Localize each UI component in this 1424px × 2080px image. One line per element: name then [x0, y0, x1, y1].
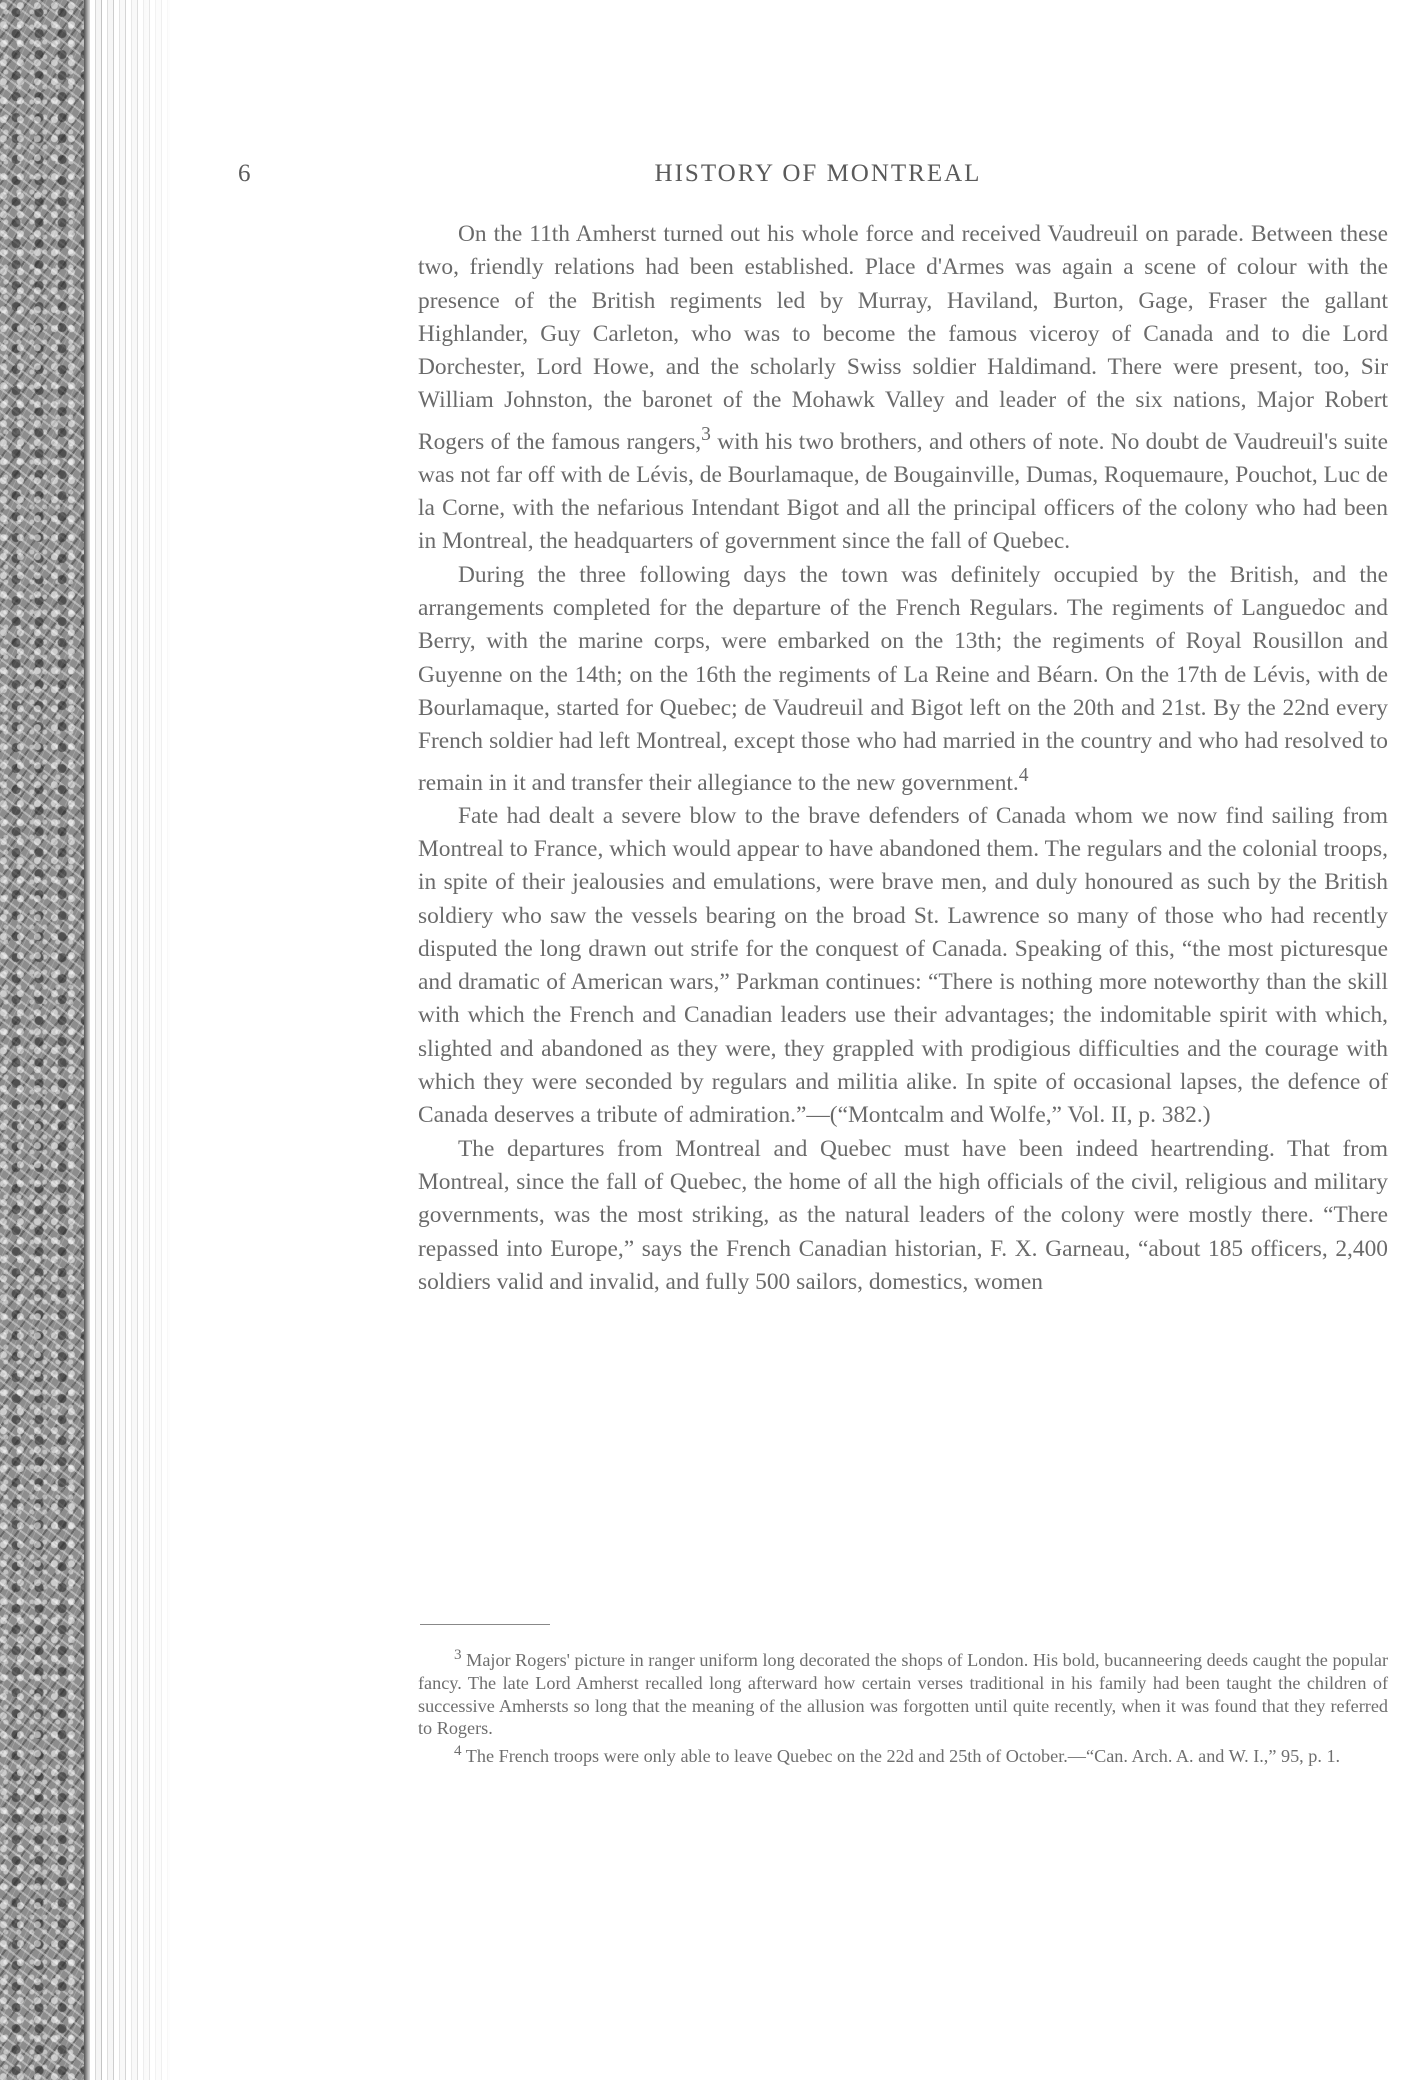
- body-text: [418, 218, 1388, 1299]
- body-paragraph: The departures from Montreal and Quebec must have been indeed heartrending. That from Montreal, since the fall of Quebec, the home of all the high officials of the civil, religious and military governments, was the most striking, as the natural leaders of the colony were mostly there. “There repassed into Europe,” says the French Canadian historian, F. X. Garneau, “about 185 officers, 2,400 soldiers valid and invalid, and fully 500 sailors, domestics, women: [418, 1135, 1388, 1295]
- body-paragraph: During the three following days the town was definitely occupied by the British, and the arrangements completed for the departure of the French Regulars. The regiments of Languedoc and Berry, with the marine corps, were embarked on the 13th; the regiments of Royal Rousillon and Guyenne on the 14th; on the 16th the regiments of La Reine and Béarn. On the 17th de Lévis, with de Bourlamaque, started for Quebec; de Vaudreuil and Bigot left on the 20th and 21st. By the 22nd every French soldier had left Montreal, except those who had married in the country and who had resolved to remain in it and transfer their allegiance to the new government.$^4$: [418, 561, 1388, 796]
- page-edges: [90, 0, 170, 2080]
- body-paragraph: On the 11th Amherst turned out his whole force and received Vaudreuil on parade. Between these two, friendly relations had been established. Place d'Armes was again a scene of colour with the presence of the British regiments led by Murray, Haviland, Burton, Gage, Fraser the gallant Highlander, Guy Carleton, who was to become the famous viceroy of Canada and to die Lord Dorchester, Lord Howe, and the scholarly Swiss soldier Haldimand. There were present, too, Sir William Johnston, the baronet of the Mohawk Valley and leader of the six nations, Major Robert Rogers of the famous rangers,$^3$ with his two brothers, and others of note. No doubt de Vaudreuil's suite was not far off with de Lévis, de Bourlamaque, de Bougainville, Dumas, Roquemaure, Pouchot, Luc de la Corne, with the nefarious Intendant Bigot and all the principal officers of the colony who had been in Montreal, the headquarters of government since the fall of Quebec.: [418, 221, 1388, 555]
- running-head: [238, 160, 1338, 200]
- page-title: HISTORY OF MONTREAL: [654, 160, 982, 187]
- footnotes: [418, 1644, 1388, 1768]
- footnote-divider: [420, 1624, 550, 1625]
- footnote: $^3$ Major Rogers' picture in ranger uniform long decorated the shops of London. His bold, bucanneering deeds caught the popular fancy. The late Lord Amherst recalled long afterward how certain verses traditional in his family had been taught the children of successive Amhersts so long that the meaning of the allusion was forgotten until quite recently, when it was found that they referred to Rogers.: [418, 1646, 1388, 1739]
- footnote: $^4$ The French troops were only able to leave Quebec on the 22d and 25th of October.—“Can. Arch. A. and W. I.,” 95, p. 1.: [454, 1742, 1341, 1767]
- body-paragraph: Fate had dealt a severe blow to the brave defenders of Canada whom we now find sailing from Montreal to France, which would appear to have abandoned them. The regulars and the colonial troops, in spite of their jealousies and emulations, were brave men, and duly honoured as such by the British soldiery who saw the vessels bearing on the broad St. Lawrence so many of those who had recently disputed the long drawn out strife for the conquest of Canada. Speaking of this, “the most picturesque and dramatic of American wars,” Parkman continues: “There is nothing more noteworthy than the skill with which the French and Canadian leaders use their advantages; the indomitable spirit with which, slighted and abandoned as they were, they grappled with prodigious difficulties and the courage with which they were seconded by regulars and militia alike. In spite of occasional lapses, the defence of Canada deserves a tribute of admiration.”—(“Montcalm and Wolfe,” Vol. II, p. 382.): [418, 802, 1388, 1129]
- page-number: 6: [238, 160, 251, 187]
- marbled-book-cover: [0, 0, 88, 2080]
